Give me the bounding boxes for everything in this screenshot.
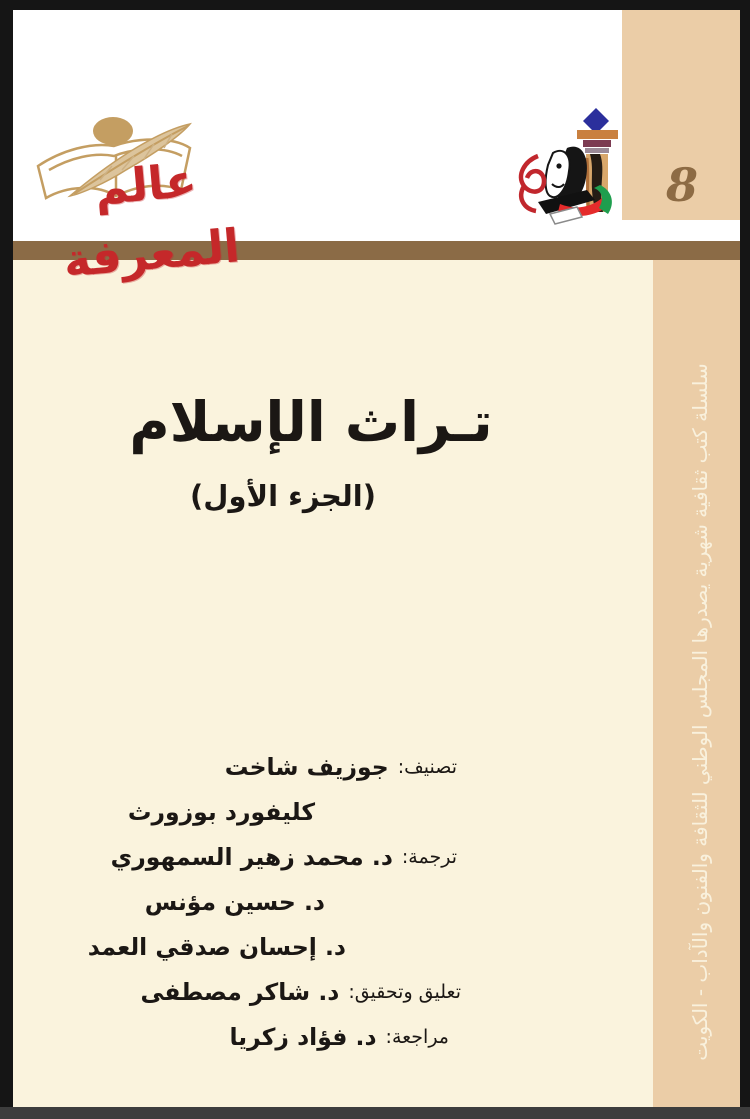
credit-row <box>13 789 653 834</box>
credit-label: ترجمة: <box>401 845 457 868</box>
credit-name: د. حسين مؤنس <box>144 887 325 916</box>
nccal-publisher-logo <box>505 98 625 230</box>
credit-name: كليفورد بوزورث <box>127 797 315 826</box>
credit-name: د. شاكر مصطفى <box>140 977 340 1006</box>
credit-row <box>13 924 653 969</box>
book-title: تـراث الإسلام <box>129 390 493 454</box>
credit-name: جوزيف شاخت <box>224 752 389 781</box>
credit-label: تعليق وتحقيق: <box>348 980 461 1003</box>
series-number-box <box>622 10 740 220</box>
credit-label: مراجعة: <box>385 1025 449 1048</box>
credit-row <box>13 969 653 1014</box>
logo-sun-icon <box>93 117 133 145</box>
credit-name: د. فؤاد زكريا <box>229 1022 377 1051</box>
credits-block <box>13 744 653 1059</box>
credit-name: د. إحسان صدقي العمد <box>87 932 346 961</box>
series-number: 8 <box>665 158 698 212</box>
credit-row <box>13 744 653 789</box>
credit-row <box>13 834 653 879</box>
book-subtitle: (الجزء الأول) <box>190 479 376 513</box>
credit-label: تصنيف: <box>397 755 457 778</box>
frame-bottom-band <box>0 1107 750 1119</box>
credit-name: د. محمد زهير السمهوري <box>110 842 393 871</box>
credit-row <box>13 879 653 924</box>
credit-row <box>13 1014 653 1059</box>
series-strip-text: سلسلة كتب ثقافية شهرية يصدرها المجلس الوطني للثقافة والفنون والآداب - الكويت <box>688 363 712 1061</box>
publisher-logo-text: عالم المعرفة <box>61 152 242 288</box>
